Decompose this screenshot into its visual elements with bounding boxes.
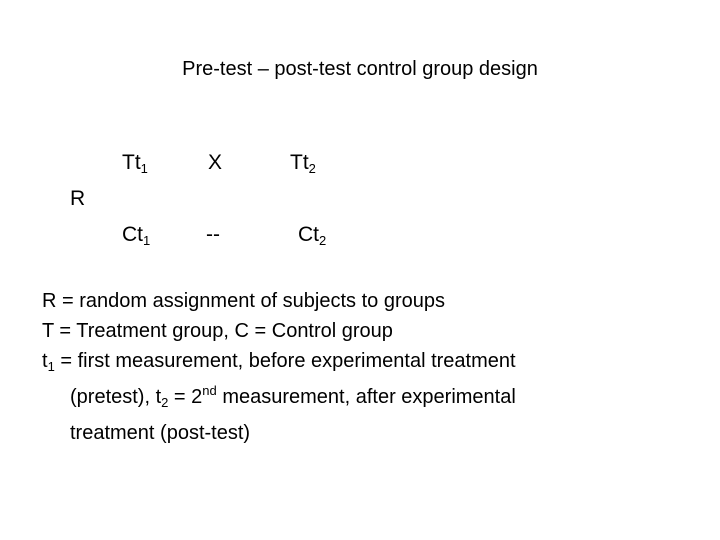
legend xyxy=(42,286,682,448)
t1-base: t xyxy=(42,350,48,372)
control-intervention: -- xyxy=(206,223,220,246)
t2-prefix: (pretest), t xyxy=(70,386,162,408)
legend-t2-continued: treatment (post-test) xyxy=(70,422,251,444)
legend-r-definition: R = random assignment of subjects to groups xyxy=(42,290,445,312)
legend-groups-definition: T = Treatment group, C = Control group xyxy=(42,320,393,342)
control-pretest-sub: 1 xyxy=(143,233,151,248)
t1-text: = first measurement, before experimental treatment xyxy=(54,350,516,372)
control-pretest-base: Ct xyxy=(122,223,143,246)
treatment-pretest-base: Tt xyxy=(122,151,141,174)
control-posttest xyxy=(298,222,326,254)
treatment-pretest-sub: 1 xyxy=(140,161,148,176)
treatment-posttest-base: Tt xyxy=(290,151,309,174)
control-posttest-sub: 2 xyxy=(319,233,327,248)
treatment-pretest xyxy=(122,150,148,182)
slide-title: Pre-test – post-test control group design xyxy=(182,58,538,80)
random-assignment-label: R xyxy=(70,187,86,210)
t2-mid: = 2 xyxy=(168,386,203,408)
treatment-posttest-sub: 2 xyxy=(308,161,316,176)
t1-sub: 1 xyxy=(47,359,55,374)
control-pretest xyxy=(122,222,150,254)
legend-t1-definition xyxy=(42,346,682,382)
control-posttest-base: Ct xyxy=(298,223,319,246)
t2-rest: measurement, after experimental xyxy=(216,386,516,408)
t2-sub: 2 xyxy=(161,395,169,410)
treatment-intervention: X xyxy=(208,151,223,174)
treatment-posttest xyxy=(290,150,316,182)
legend-t2-definition xyxy=(42,382,682,418)
t2-sup: nd xyxy=(202,383,217,398)
